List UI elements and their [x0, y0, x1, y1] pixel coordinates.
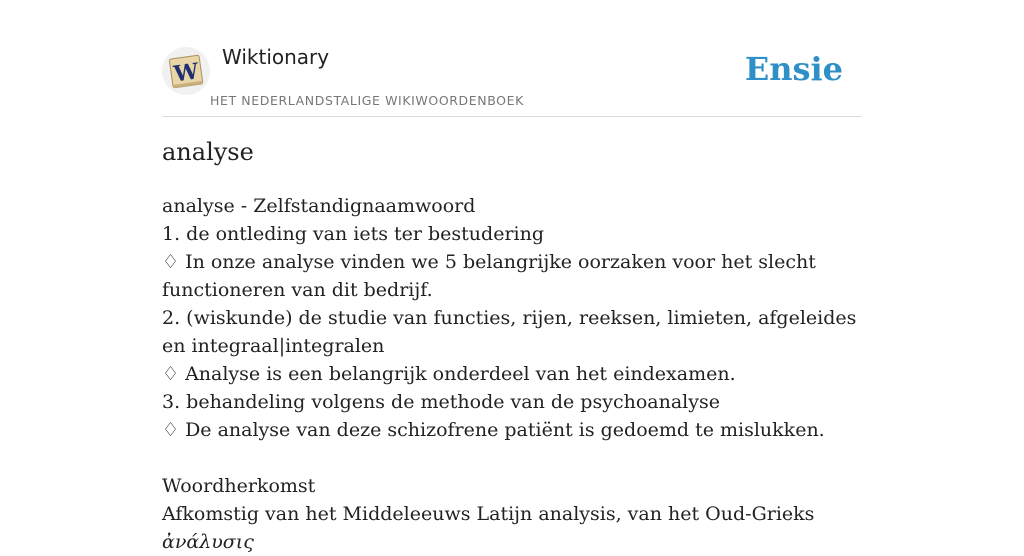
etymology-header: Woordherkomst: [162, 475, 316, 497]
example-1: ♢ In onze analyse vinden we 5 belangrijke oorzaken voor het slecht functioneren van dit bedrijf.: [162, 251, 816, 301]
wiktionary-logo-icon[interactable]: [162, 47, 210, 95]
entry-title: analyse: [162, 138, 254, 166]
example-2: ♢ Analyse is een belangrijk onderdeel van het eindexamen.: [162, 363, 736, 385]
etymology-text: [162, 500, 862, 556]
site-tagline: HET NEDERLANDSTALIGE WIKIWOORDENBOEK: [210, 93, 524, 108]
site-name[interactable]: Wiktionary: [222, 45, 330, 69]
logo-letter: W: [172, 58, 201, 88]
etymology-body: Afkomstig van het Middeleeuws Latijn analysis, van het Oud-Grieks: [162, 503, 815, 525]
definition-header: analyse - Zelfstandignaamwoord: [162, 195, 476, 217]
ensie-brand-link[interactable]: Ensie: [744, 50, 843, 88]
entry-content: [162, 192, 862, 556]
site-header: [162, 0, 862, 117]
page: [162, 0, 862, 553]
spacer: [162, 444, 862, 472]
definition-3: 3. behandeling volgens de methode van de psychoanalyse: [162, 391, 720, 413]
example-3: ♢ De analyse van deze schizofrene patiënt is gedoemd te mislukken.: [162, 419, 825, 441]
definition-2: 2. (wiskunde) de studie van functies, rijen, reeksen, limieten, afgeleides en integraal|integralen: [162, 307, 857, 357]
etymology-greek-word: ἀνάλυσις: [162, 531, 254, 553]
definition-1: 1. de ontleding van iets ter bestudering: [162, 223, 545, 245]
logo-tile: [162, 47, 210, 95]
